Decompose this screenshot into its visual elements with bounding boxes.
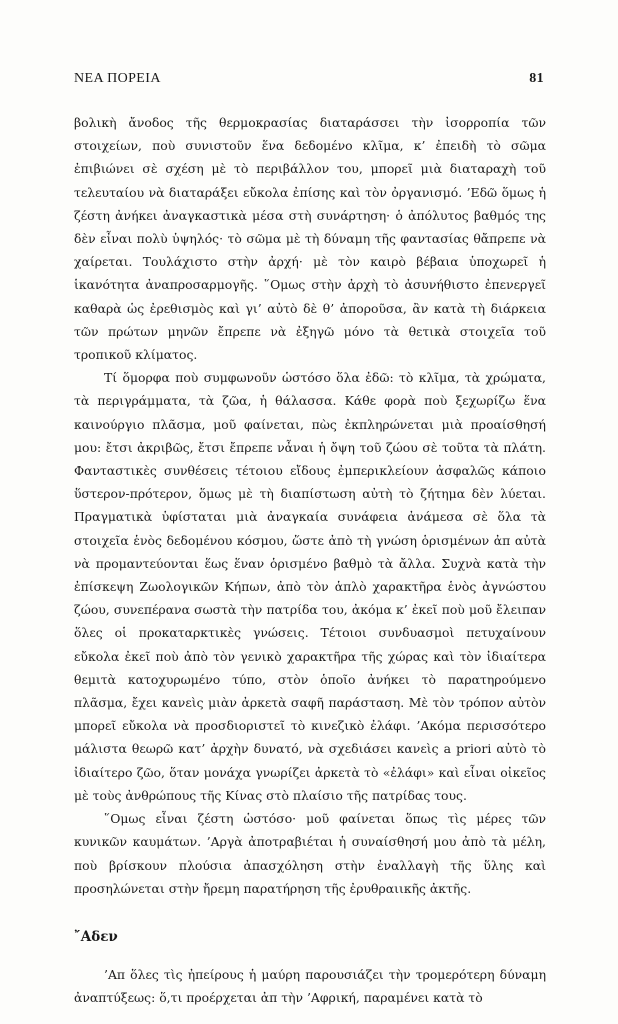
paragraph-continuation: βολικὴ ἄνοδος τῆς θερμοκρασίας διαταράσσει τὴν ἰσορροπία τῶν στοιχείων, ποὺ συνιστοῦν ἕνα δεδομένο κλῖμα, κ’ ἐπειδὴ τὸ σῶμα ἐπιβιώνει σὲ σχέση μὲ τὸ περιβάλλον του, μπορεῖ μιὰ διαταραχὴ τοῦ τελευταίου νὰ διαταράξει εὔκολα ἐπίσης καὶ τὸν ὀργανισμό. ’Εδῶ ὅμως ἡ ζέστη ἀνήκει ἀναγκαστικὰ μέσα στὴ συνάρτηση· ὁ ἀπόλυτος βαθμός της δὲν εἶναι πολὺ ὑψηλός· τὸ σῶμα μὲ τὴ δύναμη τῆς φαντασίας θἄπρεπε νὰ χαίρεται. Τουλάχιστο στὴν ἀρχή· μὲ τὸν καιρὸ βέβαια ὑποχωρεῖ ἡ ἱκανότητα ἀναπροσαρμογῆς. ῞Ομως στὴν ἀρχὴ τὸ ἀσυνήθιστο ἐπενεργεῖ καθαρὰ ὡς ἐρεθισμὸς καὶ γι’ αὐτὸ δὲ θ’ ἀποροῦσα, ἂν κατὰ τὴ διάρκεια τῶν πρώτων μηνῶν ἔπρεπε νὰ ἐξηγῶ μόνο τὰ θετικὰ στοιχεῖα τοῦ τροπικοῦ κλίματος. [74,115,546,363]
running-head [74,71,544,93]
running-title: ΝΕΑ ΠΟΡΕΙΑ [74,71,161,86]
paragraph: ῞Ομως εἶναι ζέστη ὡστόσο· μοῦ φαίνεται ὅπως τὶς μέρες τῶν κυνικῶν καυμάτων. ’Αργὰ ἀποτραβιέται ἡ συναίσθησή μου ἀπὸ τὰ μέλη, ποὺ βρίσκουν πλούσια ἀπασχόληση στὴν ἐναλλαγὴ τῆς ὕλης καὶ προσηλώνεται στὴν ἤρεμη παρατήρηση τῆς ἐρυθραιικῆς ἀκτῆς. [74,811,546,896]
page-number: 81 [529,71,544,86]
section-heading: ῎Αδεν [74,928,118,945]
text-body [74,111,546,1009]
paragraph: ’Απ ὅλες τὶς ἠπείρους ἡ μαύρη παρουσιάζει τὴν τρομερότερη δύναμη ἀναπτύξεως: ὅ,τι προέρχεται ἀπ τὴν ’Αφρική, παραμένει κατὰ τὸ [74,966,546,1006]
paragraph: Τί ὅμορφα ποὺ συμφωνοῦν ὡστόσο ὅλα ἐδῶ: τὸ κλῖμα, τὰ χρώματα, τὰ περιγράμματα, τὰ ζῶα, ἡ θάλασσα. Κάθε φορὰ ποὺ ξεχωρίζω ἕνα καινούργιο πλᾶσμα, μοῦ φαίνεται, πὼς ἐκπληρώνεται μιὰ προαίσθησή μου: ἔτσι ἀκριβῶς, ἔτσι ἔπρεπε νἆναι ἡ ὄψη τοῦ ζώου σὲ τοῦτα τὰ πλάτη. Φανταστικὲς συνθέσεις τέτοιου εἴδους ἐμπερικλείουν ἀσφαλῶς κάποιο ὕστερον-πρότερον, ὅμως μὲ τὴ διαπίστωση αὐτὴ τὸ ζήτημα δὲν λύεται. Πραγματικὰ ὑφίσταται μιὰ ἀναγκαία συνάφεια ἀνάμεσα σὲ ὅλα τὰ στοιχεῖα ἑνὸς δεδομένου κόσμου, ὥστε ἀπὸ τὴ γνώση ὁρισμένων ἀπ αὐτὰ νὰ προμαντεύονται ἕως ἕναν ὁρισμένο βαθμὸ τὰ ἄλλα. Συχνὰ κατὰ τὴν ἐπίσκεψη Ζωολογικῶν Κήπων, ἀπὸ τὸν ἁπλὸ χαρακτῆρα ἑνὸς ἀγνώστου ζώου, συνεπέρανα σωστὰ τὴν πατρίδα του, ἀκόμα κ’ ἐκεῖ ποὺ μοῦ ἔλειπαν ὅλες οἱ προκαταρκτικὲς γνώσεις. Τέτοιοι συνδυασμοὶ πετυχαίνουν εὔκολα ἐκεῖ ποὺ ἀπὸ τὸν γενικὸ χαρακτῆρα τῆς χώρας καὶ τὸν ἰδιαίτερα θεμιτὰ κατοχυρωμένο τύπο, στὸν ὁποῖο ἀνήκει τὸ παρατηρούμενο πλᾶσμα, ἔχει κανεὶς μιὰν ἀρκετὰ σαφῆ παράσταση. Μὲ τὸν τρόπον αὐτὸν μπορεῖ εὔκολα νὰ προσδιοριστεῖ τὸ κινεζικὸ ἐλάφι. ’Ακόμα περισσότερο μάλιστα θεωρῶ κατ’ ἀρχὴν δυνατό, νὰ σχεδιάσει κανεὶς a priori αὐτὸ τὸ ἰδιαίτερο ζῶο, ὅταν μονάχα γνωρίζει ἀρκετὰ τὸ «ἐλάφι» καὶ εἶναι οἰκεῖος μὲ τοὺς ἀνθρώπους τῆς Κίνας στὸ πλαίσιο τῆς πατρίδας τους. [74,370,546,803]
